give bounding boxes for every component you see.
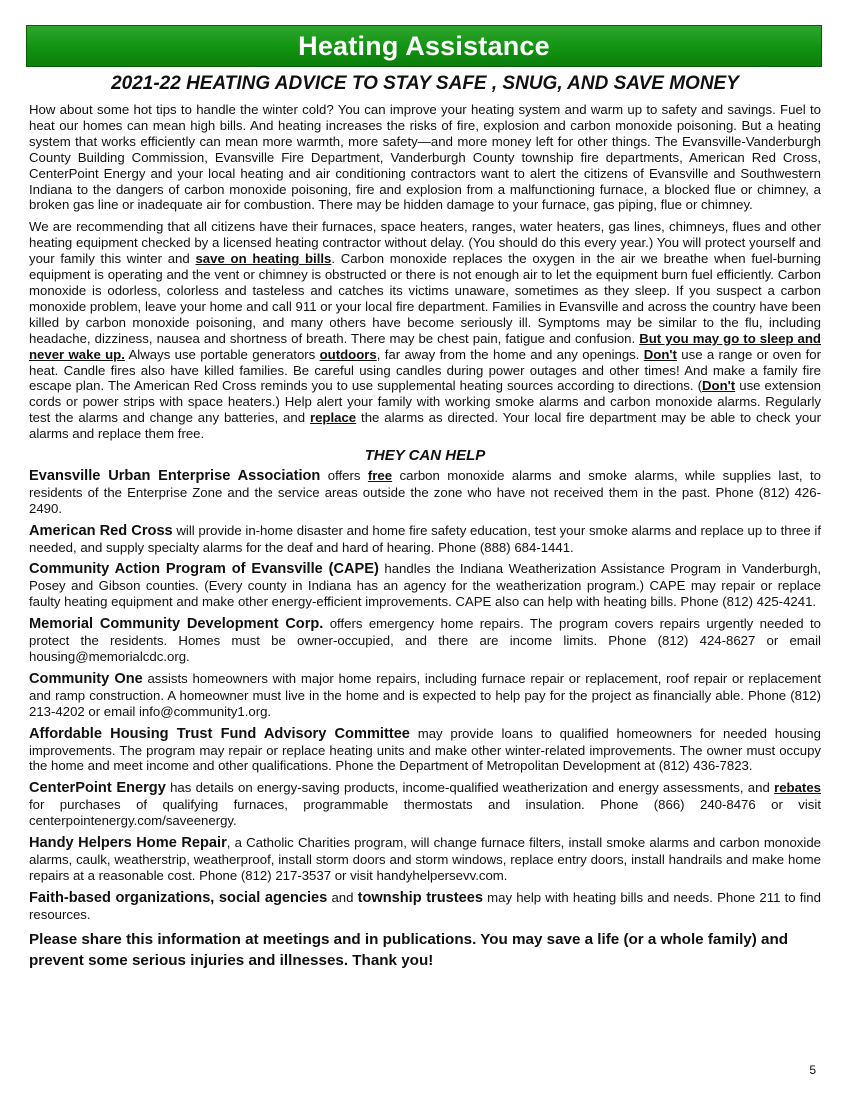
text-run: Always use portable generators [124,346,320,362]
org-text: has details on energy-saving products, income-qualified weatherization and energy assessments, and [165,780,775,796]
subtitle: 2021-22 HEATING ADVICE TO STAY SAFE , SNUG, AND SAVE MONEY [111,73,739,94]
intro-paragraph-2 [29,219,821,442]
org-text: offers [320,467,368,483]
highlight-sleep-warning: But you may go to sleep and never wake up. [29,330,821,362]
highlight-save-bills: save on heating bills [195,251,332,267]
org-name: American Red Cross [29,522,173,539]
org-entry [29,616,821,665]
highlight-outdoors: outdoors [319,346,377,362]
org-entry [29,468,821,517]
org-text: carbon monoxide alarms and smoke alarms, while supplies last, to residents of the Enterprise Zone and the service areas outside the zone who have not received them in the past. Phone (812) 426-2490. [29,467,821,516]
page-title: Heating Assistance [298,30,550,61]
org-text: and [327,889,358,905]
org-name: Community One [29,670,143,687]
org-name: Memorial Community Development Corp. [29,616,324,633]
page-number: 5 [809,1063,816,1077]
text-run: the alarms as directed. Your local fire department may be able to check your alarms and replace them free. [29,410,821,442]
org-name: Evansville Urban Enterprise Association [29,467,321,484]
org-name: Community Action Program of Evansville (CAPE) [29,561,379,578]
article-body [29,102,821,971]
org-text: will provide in-home disaster and home fire safety education, test your smoke alarms and replace up to three if needed, and supply specialty alarms for the deaf and hard of hearing. Phone (888) 684-1441. [29,522,821,555]
text-run: , far away from the home and any openings. [376,346,644,362]
org-entry [29,726,821,775]
header-banner [26,25,822,67]
org-text: offers emergency home repairs. The program covers repairs urgently needed to protect the residents. Homes must be owner-occupied, and there are income limits. Phone (812) 424-8627 or email housing@memorialcdc.org. [29,616,821,664]
highlight-replace: replace [309,410,357,426]
org-name: CenterPoint Energy [29,780,166,797]
org-text: may provide loans to qualified homeowners for needed housing improvements. The program may repair or replace heating units and make other winter-related improvements. The owner must occupy the home and meet income and other qualifications. Phone the Department of Metropolitan Development at (812) 436-7823. [29,725,821,774]
highlight-dont: Don't [643,346,677,362]
highlight-dont: Don't [702,378,736,394]
org-name: Handy Helpers Home Repair [29,835,227,852]
text-run: use a range or oven for heat. Candle fires also have killed families. Be careful using candles during power outages and other times! And make a family fire escape plan. The American Red Cross reminds you to use supplemental heating sources according to directions. ( [29,346,822,394]
intro-paragraph-1: How about some hot tips to handle the winter cold? You can improve your heating system and warm up to safety and savings. Fuel to heat our homes can mean high bills. And heating increases the risks of fire, explosion and carbon monoxide poisoning. But a heating system that works efficiently can mean more warmth, more safety—and more money left for other things. The Evansville-Vanderburgh County Building Commission, Evansville Fire Department, Vanderburgh County township fire departments, American Red Cross, CenterPoint Energy and your local heating and air conditioning contractors want to alert the citizens of Evansville and Southwestern Indiana to the dangers of carbon monoxide poisoning, fire and explosion from a malfunctioning furnace, a blocked flue or chimney, a broken gas line or inadequate air for combustion. There may be hidden damage to your furnace, gas piping, flue or chimney. [29,102,821,213]
org-text: handles the Indiana Weatherization Assistance Program in Vanderburgh, Posey and Gibson counties. (Every county in Indiana has an agency for the weatherization program.) CAPE may repair or replace faulty heating equipment and make other energy-efficient improvements. CAPE also can help with heating bills. Phone (812) 425-4241. [29,561,821,610]
highlight-rebates: rebates [774,780,821,796]
org-name: township trustees [357,889,483,906]
org-entry [29,561,821,610]
org-name: Faith-based organizations, social agencies [29,889,328,906]
highlight-free: free [367,467,393,483]
org-entry [29,671,821,720]
text-run: . Carbon monoxide replaces the oxygen in the air we breathe when fuel-burning equipment is operating and the vent or chimney is obstructed or there is not enough air to let the equipment burn fuel efficiently. Carbon monoxide is odorless, colorless and tasteless and catches its victims unaware, sometimes as they sleep. If you suspect a carbon monoxide problem, leave your home and call 911 or your local fire department. Families in Evansville and across the country have been killed by carbon monoxide poisoning, and many others have become seriously ill. Symptoms may be similar to the flu, including headache, dizziness, nausea and shortness of breath. There may be chest pain, fatigue and confusion. [29,251,821,346]
org-name: Affordable Housing Trust Fund Advisory Committee [29,725,410,742]
closing-message: Please share this information at meetings and in publications. You may save a life (or a whole family) and prevent some serious injuries and illnesses. Thank you! [29,930,789,969]
text-run: We are recommending that all citizens have their furnaces, space heaters, ranges, water heaters, gas lines, chimneys, flues and other heating equipment checked by a licensed heating contractor without delay. (You should do this every year.) You will protect yourself and your family this winter and [29,219,821,267]
text-run: use extension cords or power strips with space heaters.) Help alert your family with working smoke alarms and carbon monoxide alarms. Regularly test the alarms and change any batteries, and [29,378,822,426]
org-entry [29,780,821,829]
org-entry [29,835,821,884]
section-heading: THEY CAN HELP [364,447,486,465]
org-text: may help with heating bills and needs. Phone 211 to find resources. [29,889,821,922]
org-text: , a Catholic Charities program, will change furnace filters, install smoke alarms and carbon monoxide alarms, caulk, weatherstrip, weatherproof, install storm doors and storm windows, replace entry doors, install handrails and make home repairs at a reasonable cost. Phone (812) 217-3537 or visit handyhelpersevv.com. [29,835,821,883]
org-text: for purchases of qualifying furnaces, programmable thermostats and insulation. Phone (866) 240-8476 or visit centerpointenergy.com/saveenergy. [29,797,821,829]
org-text: assists homeowners with major home repairs, including furnace repair or replacement, roof repair or replacement and ramp construction. A homeowner must live in the home and is expected to help pay for the project as financially able. Phone (812) 213-4202 or email info@community1.org. [29,670,821,719]
org-entry [29,523,821,556]
org-entry [29,890,821,923]
